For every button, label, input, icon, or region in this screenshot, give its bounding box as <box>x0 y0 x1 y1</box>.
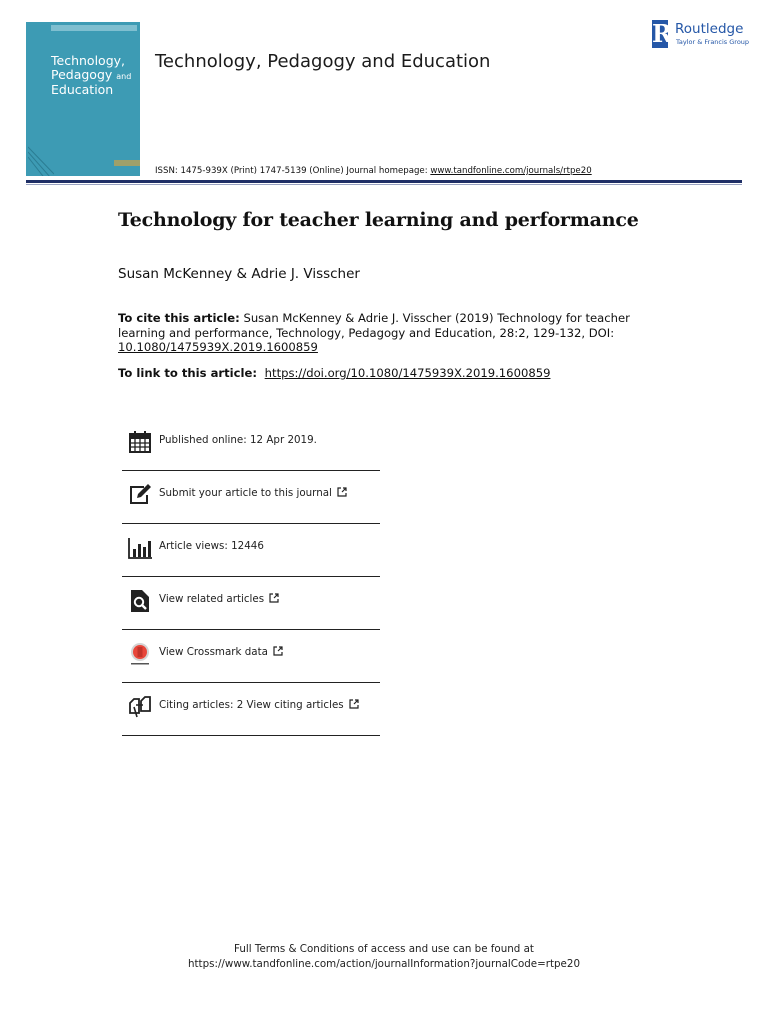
terms-footer <box>0 942 768 972</box>
article-info-list <box>122 418 380 736</box>
issn-text: ISSN: 1475-939X (Print) 1747-5139 (Online) Journal homepage: <box>155 166 428 176</box>
search-document-icon <box>128 589 152 613</box>
article-doi-link[interactable]: https://doi.org/10.1080/1475939X.2019.1600859 <box>264 366 551 380</box>
calendar-icon <box>128 430 152 454</box>
submit-article-link[interactable]: Submit your article to this journal <box>159 487 347 499</box>
article-title: Technology for teacher learning and performance <box>118 209 639 231</box>
citation-block <box>118 311 638 355</box>
citing-articles-link[interactable]: Citing articles: 2 View citing articles <box>159 699 359 711</box>
crossmark-icon <box>128 642 152 666</box>
cover-decoration <box>28 142 54 176</box>
terms-url[interactable]: https://www.tandfonline.com/action/journalInformation?journalCode=rtpe20 <box>187 958 580 970</box>
published-label: Published online: 12 Apr 2019. <box>159 434 317 446</box>
published-row <box>122 418 380 471</box>
cite-label: To cite this article: <box>118 311 240 325</box>
article-link-line <box>118 366 550 380</box>
journal-cover <box>26 22 140 176</box>
submit-article-row[interactable] <box>122 471 380 524</box>
external-link-icon <box>269 593 279 603</box>
related-articles-row[interactable] <box>122 577 380 630</box>
publisher-name: Routledge <box>675 21 744 37</box>
cite-text: Susan McKenney & Adrie J. Visscher (2019) Technology for teacher learning and performance, Technology, Pedagogy and Education, 28:2, 129-132, DOI: <box>118 311 630 340</box>
bar-chart-icon <box>128 536 152 560</box>
citing-articles-icon <box>128 695 152 719</box>
header-rule-thin <box>26 184 742 185</box>
external-link-icon <box>337 487 347 497</box>
article-views-row <box>122 524 380 577</box>
external-link-icon <box>273 646 283 656</box>
article-views-label: Article views: 12446 <box>159 540 264 552</box>
related-articles-link[interactable]: View related articles <box>159 593 279 605</box>
routledge-r-icon: R <box>652 19 672 48</box>
external-link-icon <box>349 699 359 709</box>
routledge-logo <box>652 19 750 50</box>
cover-badge <box>114 160 140 166</box>
edit-icon <box>128 483 152 507</box>
publisher-group: Taylor & Francis Group <box>676 38 750 46</box>
crossmark-link[interactable]: View Crossmark data <box>159 646 283 658</box>
journal-title: Technology, Pedagogy and Education <box>155 51 491 72</box>
journal-homepage-link[interactable]: www.tandfonline.com/journals/rtpe20 <box>430 166 592 176</box>
issn-line <box>155 166 592 176</box>
header-rule <box>26 180 742 183</box>
cover-title: Technology, Pedagogy and Education <box>51 53 132 97</box>
cover-strip <box>51 25 137 31</box>
citing-articles-row[interactable] <box>122 683 380 736</box>
crossmark-row[interactable] <box>122 630 380 683</box>
terms-text: Full Terms & Conditions of access and use can be found at <box>234 943 534 955</box>
link-label: To link to this article: <box>118 366 257 380</box>
article-authors: Susan McKenney & Adrie J. Visscher <box>118 266 360 282</box>
cite-doi-link[interactable]: 10.1080/1475939X.2019.1600859 <box>118 340 318 355</box>
